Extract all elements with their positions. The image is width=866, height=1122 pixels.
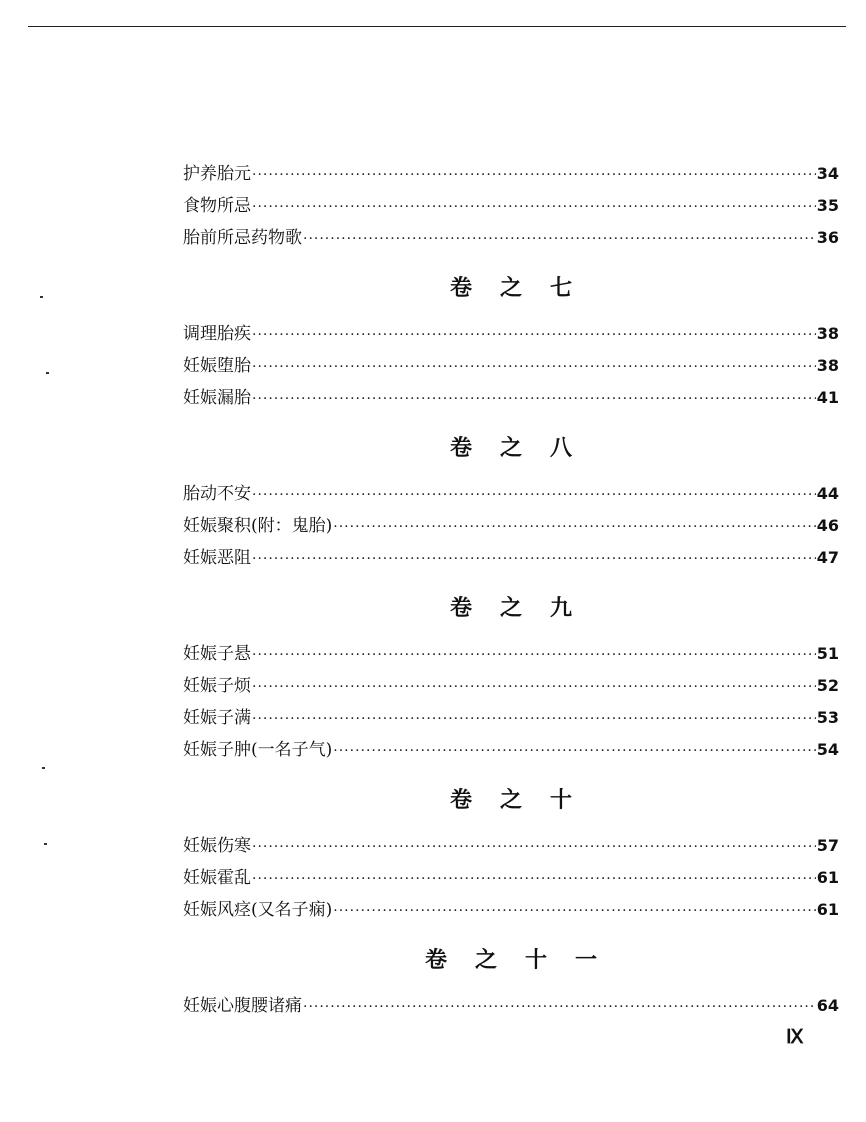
dot-leader [333, 511, 815, 543]
toc-entry-title: 食物所忌 [183, 196, 251, 216]
dot-leader [333, 895, 815, 927]
toc-entry[interactable] [183, 894, 839, 926]
toc-entry-title: 妊娠子肿(一名子气) [183, 740, 333, 760]
toc-entry-title: 调理胎疾 [183, 324, 251, 344]
toc-entry[interactable] [183, 670, 839, 702]
volume-heading: 卷之十一 [424, 946, 625, 973]
toc-entry[interactable] [183, 190, 839, 222]
toc-entry[interactable] [183, 318, 839, 350]
volume-heading: 卷之十 [449, 786, 600, 813]
dot-leader [303, 223, 816, 255]
toc-entry-page: 51 [816, 644, 839, 663]
dot-leader [252, 671, 816, 703]
page-number: Ⅸ [786, 1027, 804, 1048]
toc-entry-title: 护养胎元 [183, 164, 251, 184]
toc-entry-title: 妊娠恶阻 [183, 548, 251, 568]
scan-speck [46, 372, 49, 374]
toc-entry-page: 38 [816, 324, 839, 343]
toc-entry[interactable] [183, 830, 839, 862]
scan-speck [44, 843, 47, 845]
volume-heading: 卷之九 [449, 594, 600, 621]
toc-entry-page: 54 [816, 740, 839, 759]
toc-entry-title: 妊娠风痉(又名子痫) [183, 900, 333, 920]
dot-leader [252, 191, 816, 223]
toc-entry-title: 妊娠子烦 [183, 676, 251, 696]
toc-entry[interactable] [183, 478, 839, 510]
dot-leader [252, 479, 816, 511]
toc-entry-title: 妊娠伤寒 [183, 836, 251, 856]
scan-speck [40, 296, 43, 298]
toc-entry-page: 47 [816, 548, 839, 567]
volume-heading: 卷之七 [449, 274, 600, 301]
toc-entry[interactable] [183, 510, 839, 542]
toc-entry-page: 35 [816, 196, 839, 215]
toc-entry-page: 61 [816, 868, 839, 887]
toc-entry-page: 61 [816, 900, 839, 919]
toc-entry-page: 64 [816, 996, 839, 1015]
top-rule [28, 26, 846, 27]
toc-entry-title: 妊娠漏胎 [183, 388, 251, 408]
dot-leader [252, 703, 816, 735]
dot-leader [303, 991, 816, 1023]
table-of-contents [183, 158, 839, 1022]
toc-entry-page: 36 [816, 228, 839, 247]
dot-leader [252, 831, 816, 863]
toc-entry-title: 胎前所忌药物歌 [183, 228, 302, 248]
scan-speck [42, 767, 45, 769]
dot-leader [252, 351, 816, 383]
toc-entry-page: 44 [816, 484, 839, 503]
toc-entry-page: 38 [816, 356, 839, 375]
toc-entry-page: 53 [816, 708, 839, 727]
toc-entry-page: 46 [816, 516, 839, 535]
toc-entry-title: 妊娠心腹腰诸痛 [183, 996, 302, 1016]
dot-leader [252, 319, 816, 351]
toc-entry-title: 妊娠霍乱 [183, 868, 251, 888]
toc-entry[interactable] [183, 350, 839, 382]
toc-entry-page: 41 [816, 388, 839, 407]
dot-leader [252, 543, 816, 575]
toc-entry[interactable] [183, 542, 839, 574]
toc-entry-title: 妊娠堕胎 [183, 356, 251, 376]
toc-entry-page: 57 [816, 836, 839, 855]
toc-entry-title: 妊娠子满 [183, 708, 251, 728]
toc-entry-page: 52 [816, 676, 839, 695]
dot-leader [252, 159, 816, 191]
volume-heading: 卷之八 [449, 434, 600, 461]
toc-entry[interactable] [183, 734, 839, 766]
dot-leader [252, 639, 816, 671]
toc-entry-page: 34 [816, 164, 839, 183]
toc-entry[interactable] [183, 862, 839, 894]
toc-entry[interactable] [183, 222, 839, 254]
dot-leader [252, 863, 816, 895]
toc-entry[interactable] [183, 990, 839, 1022]
toc-entry-title: 妊娠子悬 [183, 644, 251, 664]
toc-entry[interactable] [183, 382, 839, 414]
toc-entry[interactable] [183, 638, 839, 670]
dot-leader [333, 735, 815, 767]
toc-entry-title: 胎动不安 [183, 484, 251, 504]
dot-leader [252, 383, 816, 415]
toc-entry[interactable] [183, 702, 839, 734]
toc-entry[interactable] [183, 158, 839, 190]
toc-entry-title: 妊娠聚积(附：鬼胎) [183, 516, 333, 536]
